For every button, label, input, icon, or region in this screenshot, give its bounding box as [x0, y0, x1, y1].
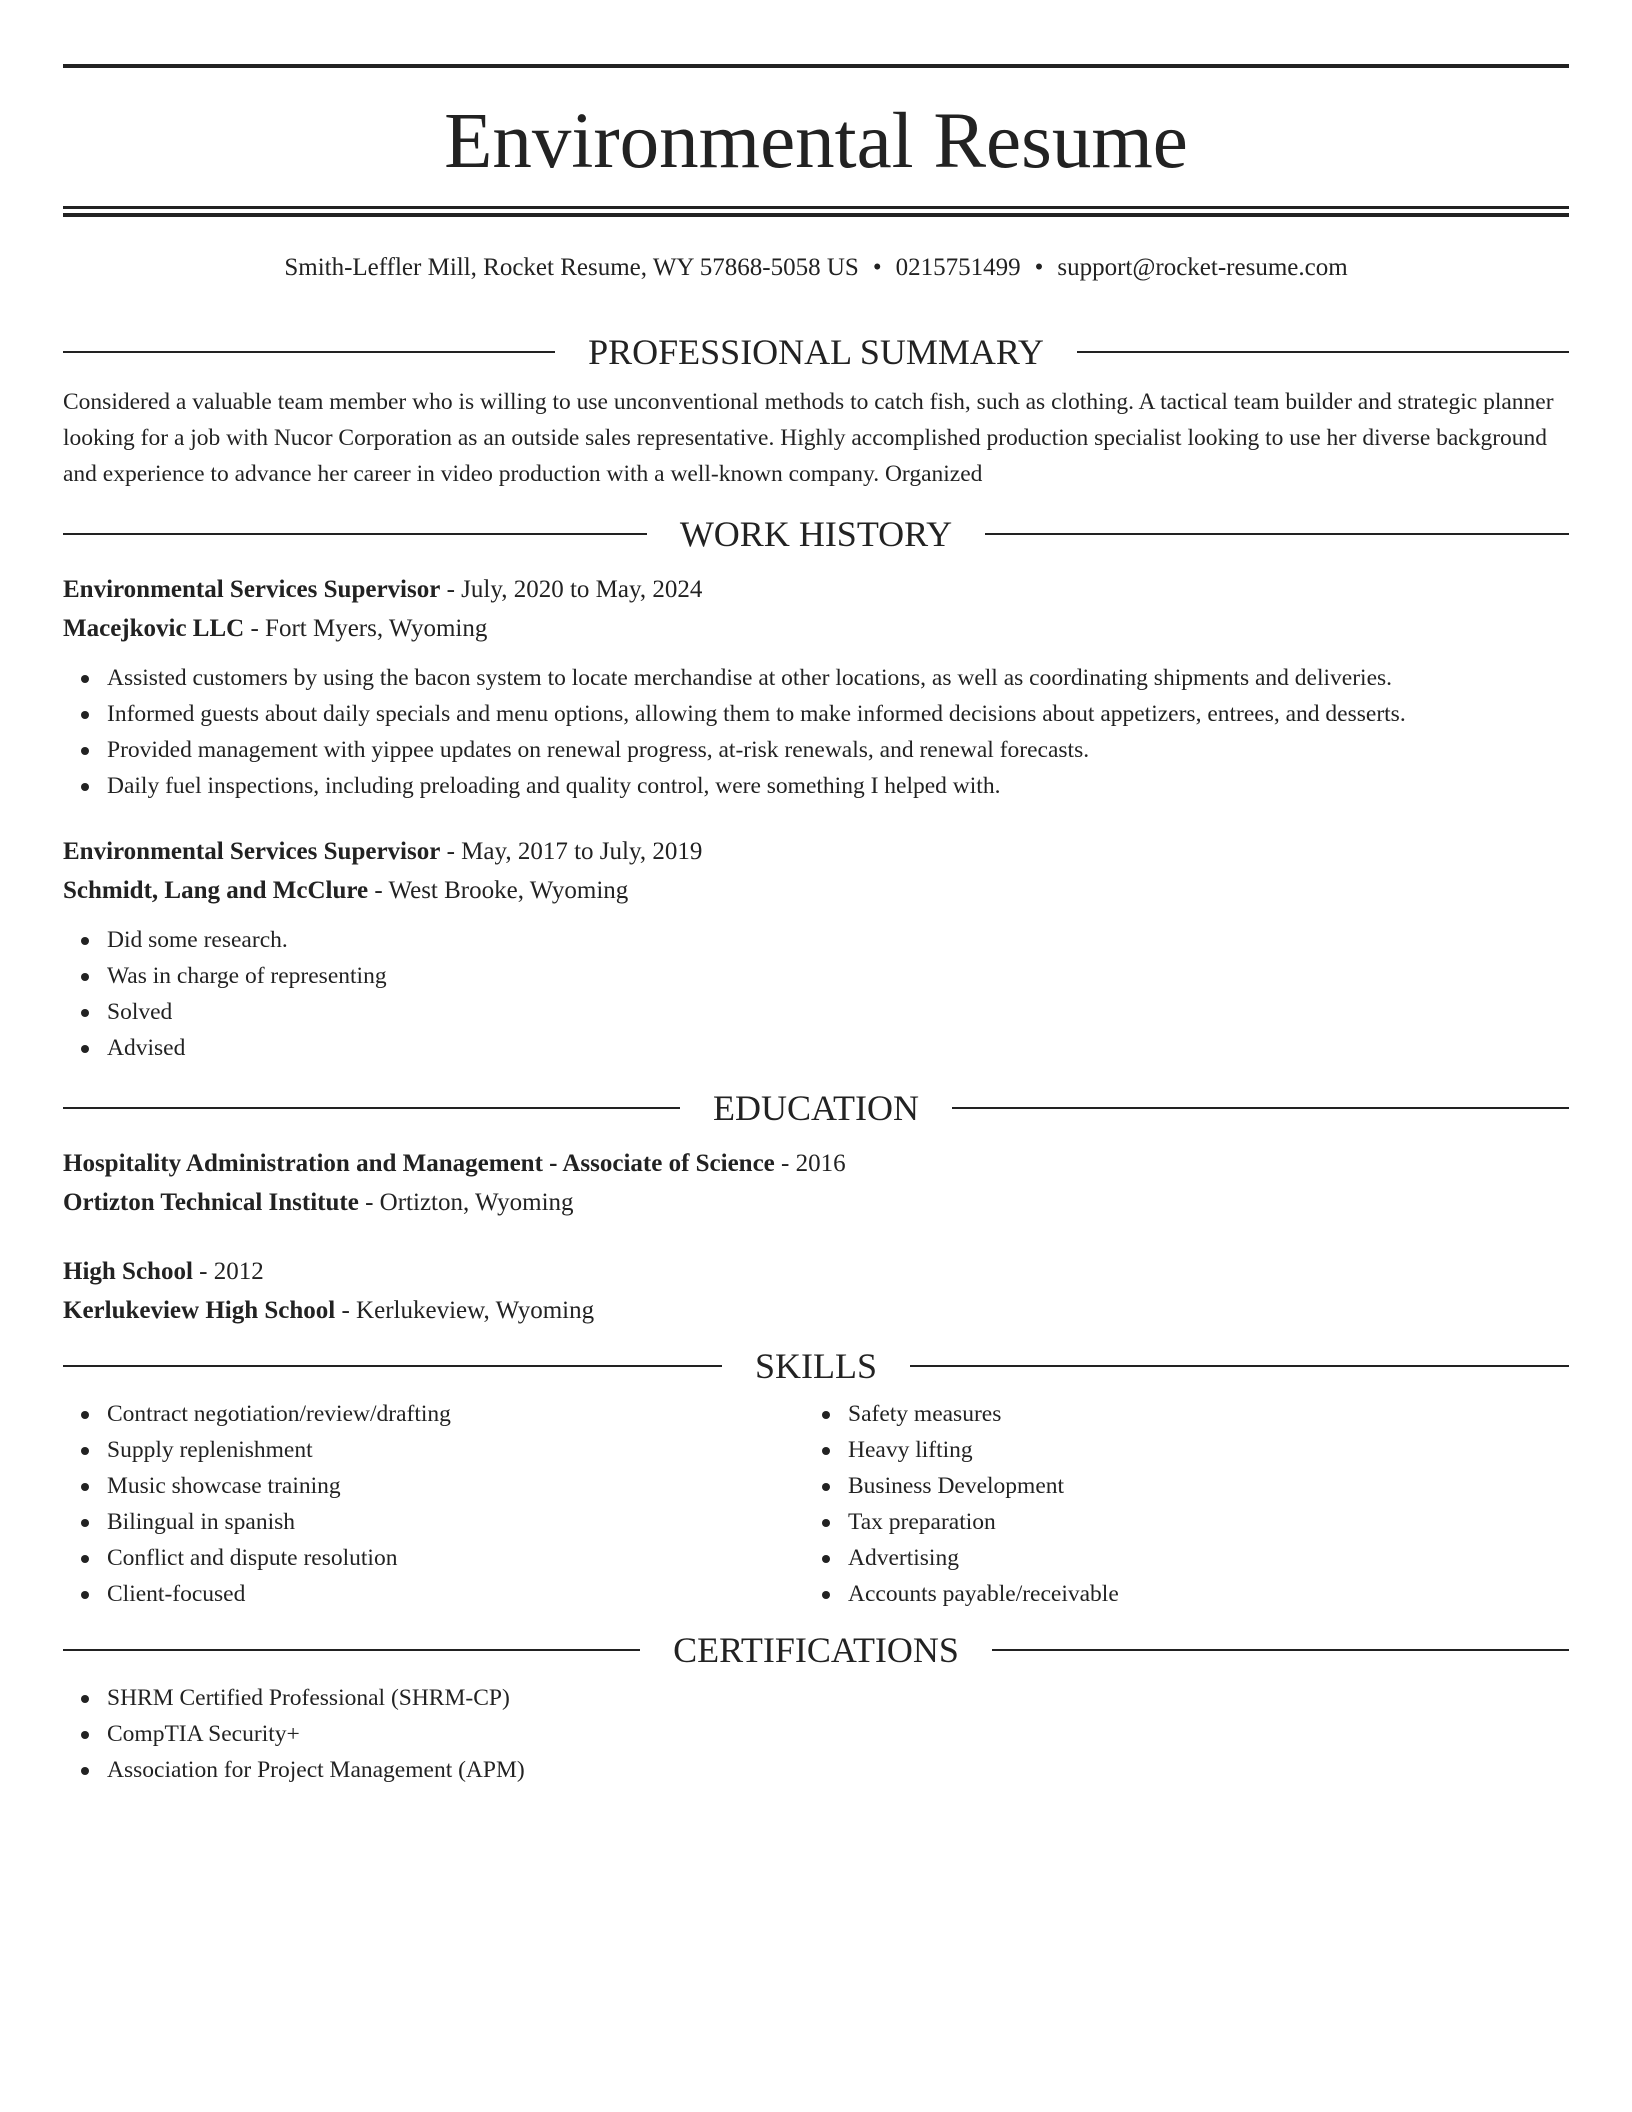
summary-section-heading [63, 332, 1569, 372]
education-heading: EDUCATION [713, 1088, 919, 1128]
heading-rule-right [952, 1107, 1569, 1109]
job-bullet: Provided management with yippee updates on renewal progress, at-risk renewals, and renewal forecasts. [107, 732, 1569, 768]
education-school: Ortizton Technical Institute [63, 1189, 359, 1216]
skill-item: Business Development [848, 1468, 1545, 1504]
contact-info [63, 252, 1569, 284]
heading-rule-right [985, 533, 1569, 535]
heading-rule-left [63, 1649, 640, 1651]
skill-item: Advertising [848, 1540, 1545, 1576]
job-entry [63, 570, 1569, 804]
title-double-rule [63, 206, 1569, 217]
certification-item: SHRM Certified Professional (SHRM-CP) [107, 1680, 1569, 1716]
education-school-line [63, 1291, 1569, 1330]
education-year: - 2016 [774, 1150, 846, 1177]
contact-phone: 0215751499 [895, 254, 1021, 281]
education-degree-line [63, 1252, 1569, 1291]
skill-item: Bilingual in spanish [107, 1504, 804, 1540]
certifications-heading: CERTIFICATIONS [673, 1630, 959, 1670]
skills-heading: SKILLS [755, 1346, 878, 1386]
heading-rule-left [63, 351, 555, 353]
heading-rule-right [910, 1365, 1569, 1367]
job-bullet: Solved [107, 994, 1569, 1030]
certifications-bullets [63, 1680, 1569, 1788]
skills-right-column [804, 1396, 1545, 1612]
education-entry [63, 1144, 1569, 1222]
skill-item: Heavy lifting [848, 1432, 1545, 1468]
job-title: Environmental Services Supervisor [63, 576, 441, 603]
certification-item: CompTIA Security+ [107, 1716, 1569, 1752]
job-company-line [63, 609, 1569, 648]
resume-title: Environmental Resume [444, 98, 1188, 185]
job-bullet: Assisted customers by using the bacon system to locate merchandise at other locations, as well as coordinating shipments and deliveries. [107, 660, 1569, 696]
skill-item: Accounts payable/receivable [848, 1576, 1545, 1612]
job-bullets [63, 922, 1569, 1066]
skills-section-heading [63, 1346, 1569, 1386]
job-company-line [63, 871, 1569, 910]
education-degree-line [63, 1144, 1569, 1183]
certification-item: Association for Project Management (APM) [107, 1752, 1569, 1788]
heading-rule-left [63, 1365, 722, 1367]
job-title-line [63, 570, 1569, 609]
job-company: Schmidt, Lang and McClure [63, 877, 369, 904]
skill-item: Music showcase training [107, 1468, 804, 1504]
heading-rule-right [1077, 351, 1569, 353]
top-rule [63, 64, 1569, 68]
certifications-section-heading [63, 1630, 1569, 1670]
contact-address: Smith-Leffler Mill, Rocket Resume, WY 57868-5058 US [284, 254, 859, 281]
job-bullet: Was in charge of representing [107, 958, 1569, 994]
skill-item: Tax preparation [848, 1504, 1545, 1540]
job-bullet: Informed guests about daily specials and menu options, allowing them to make informed decisions about appetizers, entrees, and desserts. [107, 696, 1569, 732]
education-school-line [63, 1183, 1569, 1222]
job-bullet: Advised [107, 1030, 1569, 1066]
education-degree: High School [63, 1258, 193, 1285]
job-location: - West Brooke, Wyoming [368, 877, 629, 904]
skill-item: Client-focused [107, 1576, 804, 1612]
heading-rule-right [992, 1649, 1569, 1651]
job-company: Macejkovic LLC [63, 615, 245, 642]
job-bullets [63, 660, 1569, 804]
contact-email: support@rocket-resume.com [1057, 254, 1348, 281]
skill-item: Contract negotiation/review/drafting [107, 1396, 804, 1432]
job-dates: - May, 2017 to July, 2019 [440, 838, 703, 865]
job-dates: - July, 2020 to May, 2024 [440, 576, 703, 603]
education-degree: Hospitality Administration and Management - Associate of Science [63, 1150, 775, 1177]
summary-heading: PROFESSIONAL SUMMARY [588, 332, 1044, 372]
skill-item: Supply replenishment [107, 1432, 804, 1468]
skills-left-column [63, 1396, 804, 1612]
job-entry [63, 832, 1569, 1066]
education-location: - Ortizton, Wyoming [358, 1189, 574, 1216]
job-location: - Fort Myers, Wyoming [244, 615, 488, 642]
skill-item: Conflict and dispute resolution [107, 1540, 804, 1576]
education-year: - 2012 [192, 1258, 264, 1285]
job-bullet: Did some research. [107, 922, 1569, 958]
contact-separator: • [872, 254, 882, 281]
summary-text: Considered a valuable team member who is willing to use unconventional methods to catch fish, such as clothing. A tactical team builder and strategic planner looking for a job with Nucor Corporation as an outside sales representative. Highly accomplished production specialist looking to use her diverse background and experience to advance her career in video production with a well-known company. Organized [63, 389, 1554, 487]
certifications-list [63, 1680, 1569, 1788]
work-heading: WORK HISTORY [679, 514, 953, 554]
job-title-line [63, 832, 1569, 871]
job-title: Environmental Services Supervisor [63, 838, 441, 865]
education-school: Kerlukeview High School [63, 1297, 336, 1324]
education-entry [63, 1252, 1569, 1330]
education-location: - Kerlukeview, Wyoming [335, 1297, 595, 1324]
skill-item: Safety measures [848, 1396, 1545, 1432]
work-section-heading [63, 514, 1569, 554]
job-bullet: Daily fuel inspections, including preloading and quality control, were something I helped with. [107, 768, 1569, 804]
contact-separator: • [1034, 254, 1044, 281]
heading-rule-left [63, 533, 647, 535]
skills-columns [63, 1396, 1569, 1612]
education-section-heading [63, 1088, 1569, 1128]
heading-rule-left [63, 1107, 680, 1109]
